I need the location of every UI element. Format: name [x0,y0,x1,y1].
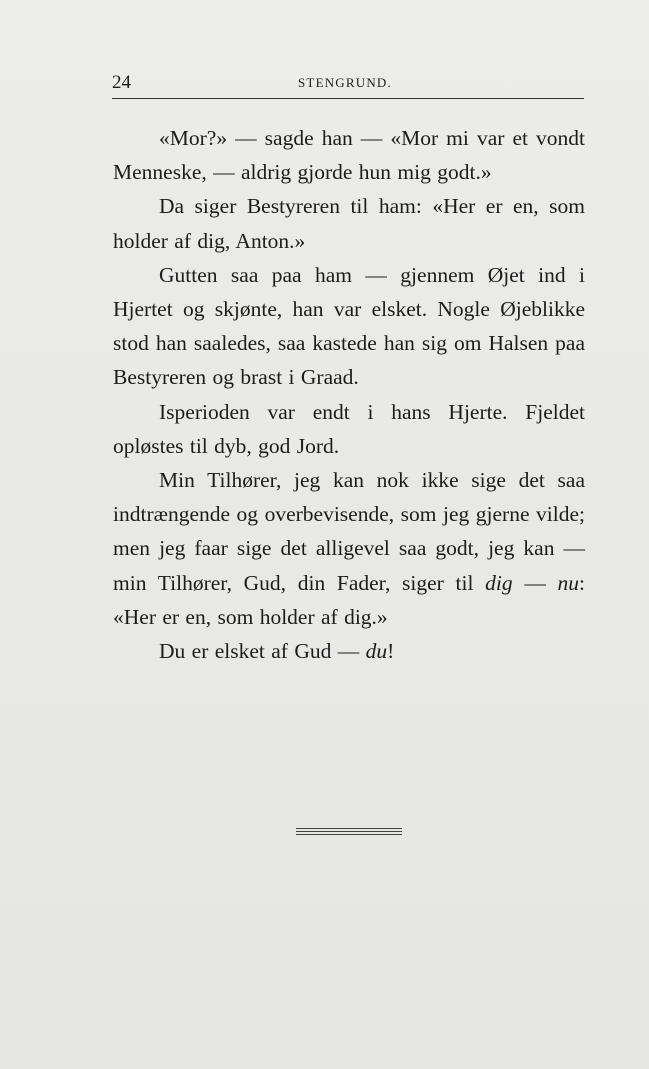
page-number: 24 [112,72,131,93]
paragraph-4: Isperioden var endt i hans Hjerte. Fjeldet opløstes til dyb, god Jord. [113,399,585,458]
paragraph-5-dash: — [512,570,558,595]
paragraph-3: Gutten saa paa ham — gjennem Øjet ind i Hjertet og skjønte, han var elsket. Nogle Øjeblikke stod han saaledes, saa kastede han sig om Halsen paa Bestyreren og brast i Graad. [113,262,585,390]
paragraph-5-text: Min Tilhører, jeg kan nok ikke sige det saa indtrængende og overbevisende, som jeg gjerne vilde; men jeg faar sige det alligevel saa godt, jeg kan — min Tilhører, Gud, din Fader, siger til [113,468,585,595]
emphasis-du: du [365,639,388,664]
paragraph-5-end: : «Her er en, som holder af dig.» [113,570,585,629]
end-rule-line-bottom [296,834,402,835]
body-text [113,121,585,668]
emphasis-nu: nu [557,570,580,595]
end-rule-line-top [296,828,402,829]
paragraph-6 [113,634,585,668]
paragraph-5 [113,463,585,634]
emphasis-dig: dig [485,570,513,595]
header-rule [112,98,584,99]
running-title: STENGRUND. [298,75,392,90]
paragraph-6-text: Du er elsket af Gud — [159,639,366,664]
paragraph-2: Da siger Bestyreren til ham: «Her er en, som holder af dig, Anton.» [113,194,585,253]
end-rule-line-middle [296,831,402,832]
running-head [112,70,584,94]
paragraph-1: «Mor?» — sagde han — «Mor mi var et vondt Menneske, — aldrig gjorde hun mig godt.» [113,126,585,185]
end-rule-ornament [296,828,402,834]
paragraph-6-end: ! [387,639,395,664]
